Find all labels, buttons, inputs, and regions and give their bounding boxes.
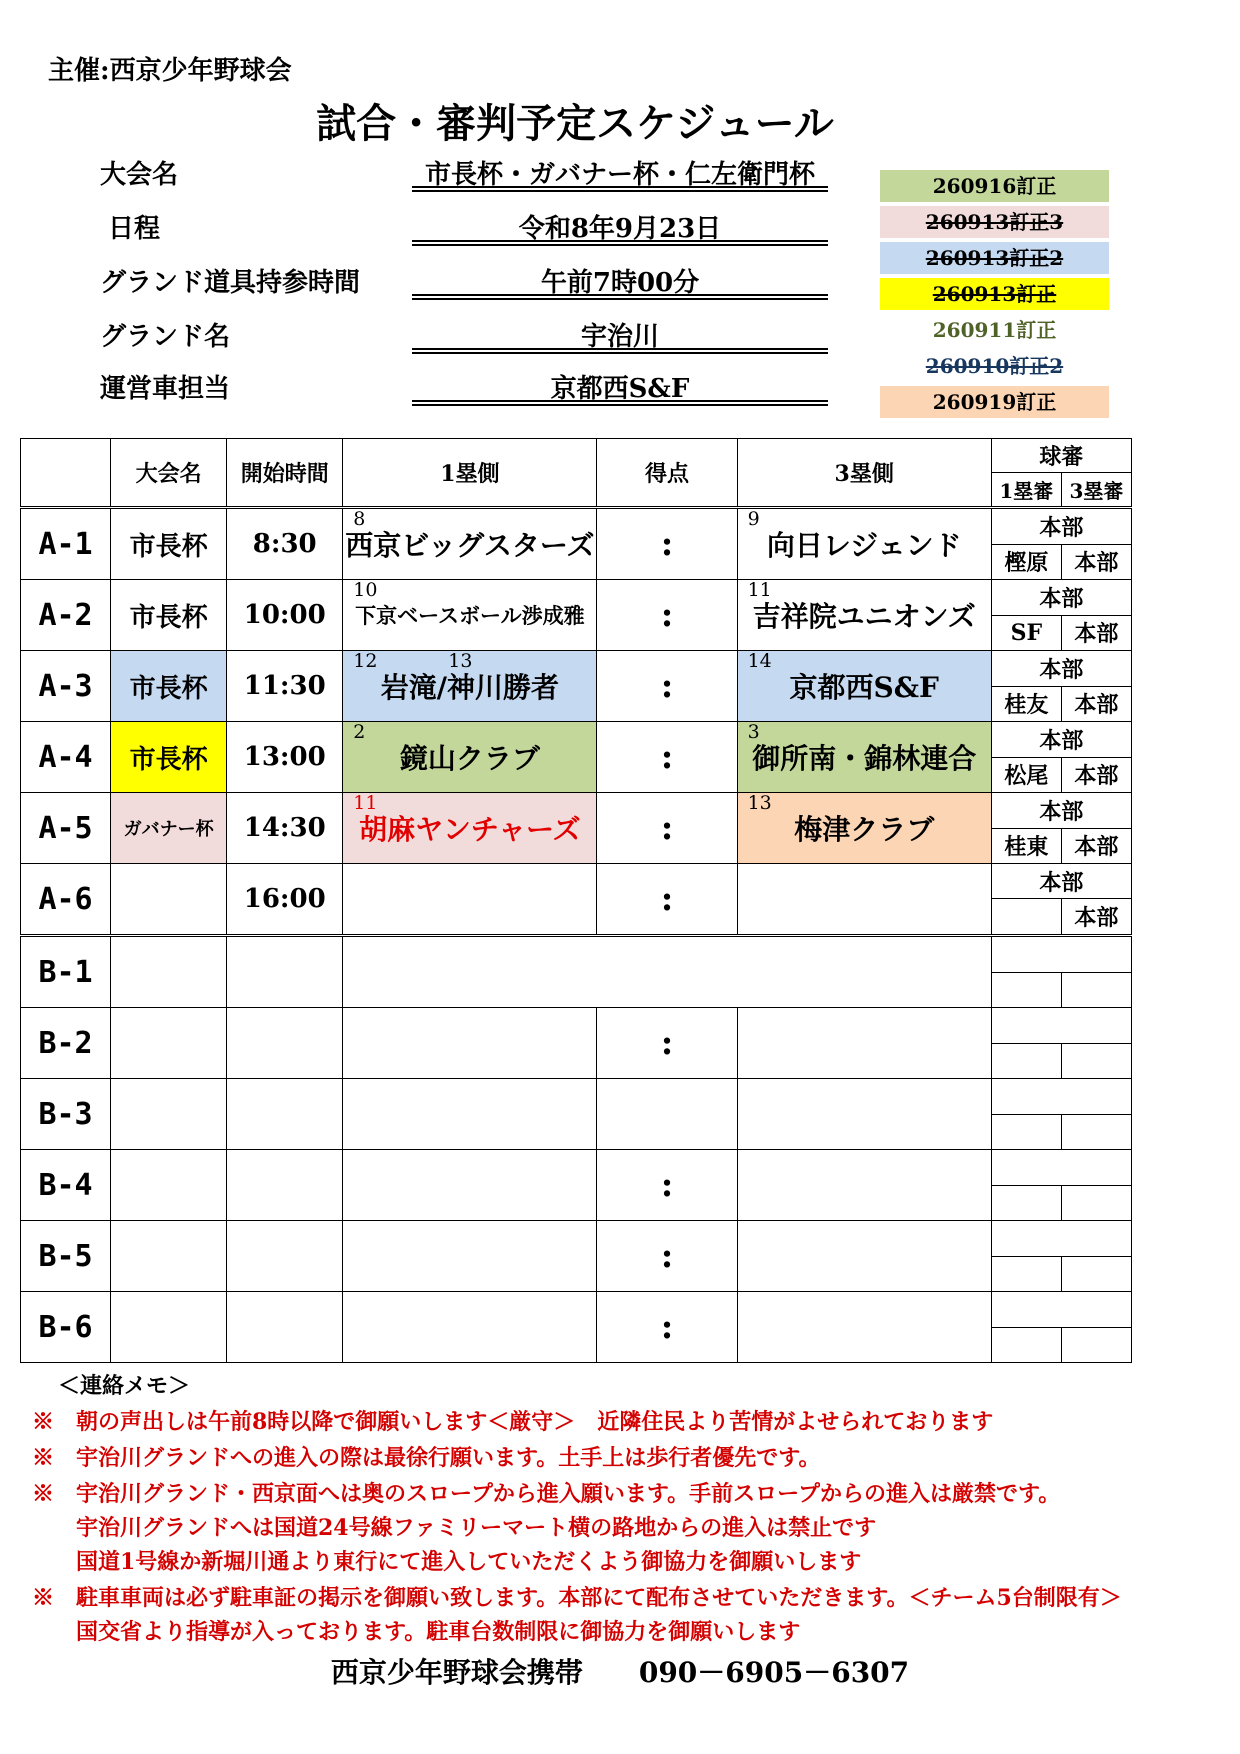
- third-base-umpire: [1061, 1185, 1131, 1221]
- plate-umpire: 本部: [991, 508, 1131, 545]
- match-score: [597, 1079, 737, 1150]
- info-label-equipment-time: グランド道具持参時間: [100, 268, 361, 298]
- first-base-team: [343, 508, 597, 580]
- plate-umpire: [991, 1150, 1131, 1186]
- match-code: A-2: [21, 580, 111, 651]
- header-third-base: 3塁側: [737, 439, 991, 508]
- third-base-umpire: 本部: [1061, 899, 1131, 936]
- seed-number: 13: [747, 792, 772, 814]
- third-base-team: [737, 1221, 991, 1292]
- table-row: [21, 936, 1132, 973]
- divider: [412, 244, 828, 246]
- match-tournament: ガバナー杯: [111, 793, 227, 864]
- match-score: :: [597, 1292, 737, 1363]
- match-tournament: [111, 1221, 227, 1292]
- third-base-umpire: 本部: [1061, 757, 1131, 793]
- first-base-umpire: [991, 972, 1061, 1008]
- third-base-team: [737, 508, 991, 580]
- match-start-time: 16:00: [227, 864, 343, 936]
- match-score: :: [597, 793, 737, 864]
- info-value-vehicle: 京都西S&F: [550, 374, 690, 404]
- match-score: :: [597, 651, 737, 722]
- seed-number: 8: [353, 508, 366, 530]
- team-name: 京都西S&F: [789, 671, 939, 704]
- table-row: [21, 1079, 1132, 1115]
- plate-umpire: [991, 1079, 1131, 1115]
- match-code: A-6: [21, 864, 111, 936]
- match-code: B-5: [21, 1221, 111, 1292]
- divider: [412, 190, 828, 192]
- match-score: :: [597, 580, 737, 651]
- header-plate-umpire: 球審: [991, 439, 1131, 473]
- match-score: :: [597, 864, 737, 936]
- table-row: [21, 580, 1132, 616]
- revision-note: 260913訂正2: [880, 242, 1109, 274]
- match-code: B-3: [21, 1079, 111, 1150]
- contact-phone: 西京少年野球会携帯 090－6905－6307: [330, 1656, 910, 1689]
- match-tournament: [111, 1150, 227, 1221]
- team-name: 岩滝/神川勝者: [380, 671, 559, 704]
- first-base-team: [343, 793, 597, 864]
- match-code: B-1: [21, 936, 111, 1008]
- seed-number: 3: [747, 721, 760, 743]
- info-label-ground: グランド名: [100, 322, 231, 352]
- header-start-time: 開始時間: [227, 439, 343, 508]
- first-base-umpire: [991, 1114, 1061, 1150]
- revision-note: 260913訂正3: [880, 206, 1109, 238]
- third-base-team: [737, 580, 991, 651]
- revision-note: 260910訂正2: [880, 350, 1109, 382]
- first-base-team: [343, 1221, 597, 1292]
- third-base-team: [737, 651, 991, 722]
- third-base-umpire: [1061, 1043, 1131, 1079]
- team-name: 鏡山クラブ: [399, 742, 540, 775]
- third-base-team: [737, 1292, 991, 1363]
- match-tournament: 市長杯: [111, 651, 227, 722]
- table-row: [21, 1292, 1132, 1328]
- third-base-team: [737, 1008, 991, 1079]
- schedule-table: [20, 438, 1132, 1363]
- plate-umpire: [991, 936, 1131, 973]
- first-base-umpire: 桂東: [991, 828, 1061, 864]
- first-base-team: [343, 864, 597, 936]
- match-code: B-4: [21, 1150, 111, 1221]
- match-code: A-1: [21, 508, 111, 580]
- plate-umpire: [991, 1008, 1131, 1044]
- divider: [412, 298, 828, 300]
- seed-number: 11: [747, 579, 772, 601]
- team-name: 下京ベースボール渉成雅: [355, 603, 585, 628]
- header-tournament: 大会名: [111, 439, 227, 508]
- seed-number: 9: [747, 508, 760, 530]
- seed-number: 14: [747, 650, 772, 672]
- first-base-team: [343, 580, 597, 651]
- match-start-time: [227, 1008, 343, 1079]
- first-base-team: [343, 1150, 597, 1221]
- table-row: [21, 864, 1132, 899]
- first-base-umpire: [991, 1185, 1061, 1221]
- divider: [412, 186, 828, 188]
- match-code: A-4: [21, 722, 111, 793]
- revision-note: 260913訂正: [880, 278, 1109, 310]
- match-score: :: [597, 1221, 737, 1292]
- plate-umpire: [991, 1221, 1131, 1257]
- plate-umpire: [991, 1292, 1131, 1328]
- plate-umpire: 本部: [991, 580, 1131, 616]
- team-name: 西京ビッグスターズ: [345, 529, 595, 562]
- match-start-time: 13:00: [227, 722, 343, 793]
- match-tournament: [111, 1079, 227, 1150]
- match-score: :: [597, 1150, 737, 1221]
- match-tournament: [111, 1008, 227, 1079]
- header-ump3: 3塁審: [1061, 473, 1131, 508]
- divider: [412, 404, 828, 406]
- divider: [412, 240, 828, 242]
- match-code: A-5: [21, 793, 111, 864]
- match-tournament: [111, 1292, 227, 1363]
- seed-number: 11: [353, 792, 378, 814]
- table-row: [21, 508, 1132, 545]
- match-score: :: [597, 1008, 737, 1079]
- match-score: :: [597, 722, 737, 793]
- table-row: [21, 722, 1132, 758]
- info-label-vehicle: 運営車担当: [100, 374, 231, 404]
- third-base-umpire: [1061, 972, 1131, 1008]
- match-start-time: 8:30: [227, 508, 343, 580]
- divider: [412, 400, 828, 402]
- match-tournament: [111, 864, 227, 936]
- third-base-team: [737, 1079, 991, 1150]
- table-row: [21, 651, 1132, 687]
- third-base-umpire: 本部: [1061, 615, 1131, 651]
- team-name: 梅津クラブ: [794, 813, 935, 846]
- info-value-tournament: 市長杯・ガバナー杯・仁左衛門杯: [424, 160, 815, 190]
- memo-line: ※ 宇治川グランドへの進入の際は最徐行願います。土手上は歩行者優先です。: [32, 1445, 821, 1471]
- team-name: 向日レジェンド: [766, 529, 962, 562]
- header-ump1: 1塁審: [991, 473, 1061, 508]
- divider: [412, 294, 828, 296]
- table-row: [21, 1221, 1132, 1257]
- table-header: [21, 439, 1132, 473]
- third-base-umpire: 本部: [1061, 828, 1131, 864]
- first-base-team: [343, 651, 597, 722]
- info-value-date: 令和8年9月23日: [518, 214, 722, 244]
- seed-number: 10: [353, 579, 378, 601]
- match-start-time: [227, 1150, 343, 1221]
- page-title: 試合・審判予定スケジュール: [316, 100, 834, 147]
- third-base-team: [737, 864, 991, 936]
- plate-umpire: 本部: [991, 722, 1131, 758]
- match-score: :: [597, 508, 737, 580]
- match-start-time: 10:00: [227, 580, 343, 651]
- header-code: [21, 439, 111, 508]
- match-start-time: 14:30: [227, 793, 343, 864]
- team-name: 御所南・錦林連合: [752, 742, 977, 775]
- header-first-base: 1塁側: [343, 439, 597, 508]
- match-tournament: 市長杯: [111, 722, 227, 793]
- seed-number: 13: [448, 650, 473, 672]
- info-value-ground: 宇治川: [580, 322, 659, 352]
- match-tournament: 市長杯: [111, 580, 227, 651]
- seed-number: 12: [353, 650, 378, 672]
- table-row: [21, 793, 1132, 829]
- first-base-team: [343, 722, 597, 793]
- seed-number: 2: [353, 721, 366, 743]
- divider: [412, 348, 828, 350]
- third-base-umpire: [1061, 1114, 1131, 1150]
- table-row: [21, 1150, 1132, 1186]
- third-base-team: [737, 793, 991, 864]
- first-base-umpire: 松尾: [991, 757, 1061, 793]
- first-base-team: [343, 1292, 597, 1363]
- team-name: 吉祥院ユニオンズ: [752, 600, 976, 633]
- memo-line: ※ 宇治川グランド・西京面へは奥のスロープから進入願います。手前スロープからの進入は厳禁です。: [32, 1481, 1061, 1507]
- memo-line: 国道1号線か新堀川通より東行にて進入していただくよう御協力を御願いします: [32, 1549, 862, 1575]
- revision-note: 260916訂正: [880, 170, 1109, 202]
- match-code: B-2: [21, 1008, 111, 1079]
- match-merged-cell: [343, 936, 992, 1008]
- first-base-umpire: [991, 1327, 1061, 1363]
- team-name: 胡麻ヤンチャーズ: [359, 813, 581, 846]
- plate-umpire: 本部: [991, 864, 1131, 899]
- first-base-umpire: [991, 1043, 1061, 1079]
- memo-line: 宇治川グランドへは国道24号線ファミリーマート横の路地からの進入は禁止です: [32, 1515, 877, 1541]
- memo-line: ※ 朝の声出しは午前8時以降で御願いします＜厳守＞ 近隣住民より苦情がよせられております: [32, 1409, 994, 1435]
- match-start-time: [227, 1221, 343, 1292]
- revision-note: 260911訂正: [880, 314, 1109, 346]
- match-tournament: [111, 936, 227, 1008]
- third-base-umpire: [1061, 1327, 1131, 1363]
- match-start-time: [227, 936, 343, 1008]
- match-start-time: 11:30: [227, 651, 343, 722]
- info-value-equipment-time: 午前7時00分: [540, 268, 700, 298]
- plate-umpire: 本部: [991, 651, 1131, 687]
- first-base-team: [343, 1008, 597, 1079]
- first-base-umpire: 樫原: [991, 544, 1061, 580]
- first-base-team: [343, 1079, 597, 1150]
- first-base-umpire: [991, 1256, 1061, 1292]
- divider: [412, 352, 828, 354]
- match-start-time: [227, 1292, 343, 1363]
- match-code: B-6: [21, 1292, 111, 1363]
- revision-note: 260919訂正: [880, 386, 1109, 418]
- first-base-umpire: SF: [991, 615, 1061, 651]
- match-code: A-3: [21, 651, 111, 722]
- third-base-team: [737, 1150, 991, 1221]
- header-score: 得点: [597, 439, 737, 508]
- info-label-date: 日程: [108, 214, 161, 244]
- table-row: [21, 1008, 1132, 1044]
- memo-line: ※ 駐車車両は必ず駐車証の掲示を御願い致します。本部にて配布させていただきます。＜チーム5台制限有＞: [32, 1585, 1122, 1611]
- third-base-team: [737, 722, 991, 793]
- third-base-umpire: 本部: [1061, 544, 1131, 580]
- third-base-umpire: 本部: [1061, 686, 1131, 722]
- first-base-umpire: [991, 899, 1061, 936]
- organizer: 主催:西京少年野球会: [48, 56, 292, 86]
- info-label-tournament: 大会名: [100, 160, 179, 190]
- match-start-time: [227, 1079, 343, 1150]
- match-tournament: 市長杯: [111, 508, 227, 580]
- memo-heading: ＜連絡メモ＞: [58, 1373, 191, 1399]
- plate-umpire: 本部: [991, 793, 1131, 829]
- memo-line: 国交省より指導が入っております。駐車台数制限に御協力を御願いします: [32, 1619, 801, 1645]
- first-base-umpire: 桂友: [991, 686, 1061, 722]
- third-base-umpire: [1061, 1256, 1131, 1292]
